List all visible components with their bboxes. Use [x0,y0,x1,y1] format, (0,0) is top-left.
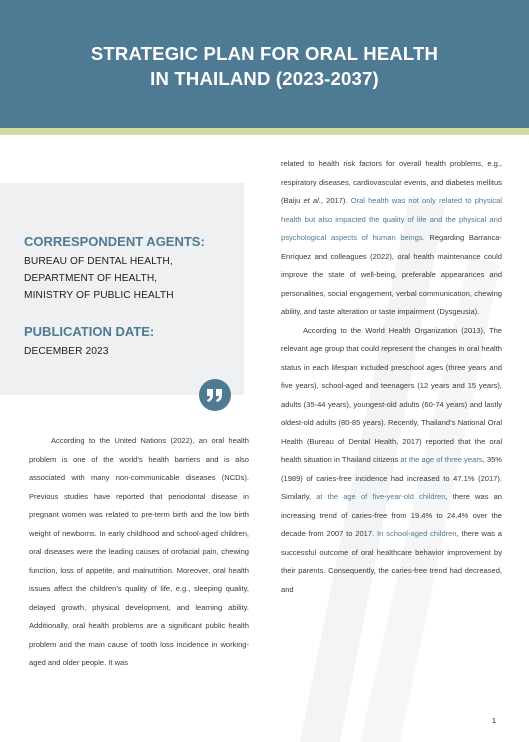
text-run: related to health risk factors for overall health problems, e.g., respiratory diseases, cardiovascular events, and diabetes mellitus (Baiju [281,159,502,205]
publication-date-heading: PUBLICATION DATE: [24,324,155,339]
text-run: , 35% (1989) of caries-free incidence had increased to 47.1% (2017). Similarly, [281,455,502,501]
highlight-text: at the age of three years [400,455,483,464]
right-paragraph-2 [281,322,502,600]
info-box [0,183,244,395]
left-column [29,432,249,673]
text-run: , there was a successful outcome of oral healthcare behavior improvement by their parents. Consequently, the caries-free trend had decreased, and [281,529,502,594]
right-paragraph-1 [281,155,502,322]
page-number: 1 [491,716,496,725]
agent-line-2: DEPARTMENT OF HEALTH, [24,273,158,284]
page-title-line-2: IN THAILAND (2023-2037) [150,68,379,89]
left-paragraph: According to the United Nations (2022), an oral health problem is one of the world’s health barriers and is also associated with many non-communicable diseases (NCDs). Previous studies have reported that periodontal disease in pregnant women was related to pre-term birth and the low birth weight of newborns. In early childhood and school-aged children, oral diseases were the leading causes of orofacial pain, chewing function, loss of appetite, and malnutrition. Moreover, oral health issues affect the children’s quality of life, e.g., sleeping quality, delayed growth, physical development, and learning ability. Additionally, oral health problems are a significant public health problem and the main cause of tooth loss incidence in working-aged and older people. It was [29,436,249,667]
correspondent-agents-heading: CORRESPONDENT AGENTS: [24,234,205,249]
publication-date: DECEMBER 2023 [24,346,109,357]
right-column [281,155,502,599]
accent-bar [0,128,529,135]
text-run: , there was an increasing trend of caries-free from 19.4% to 24.4% over the decade from 2007 to 2017. [281,492,502,538]
header-banner [0,0,529,128]
highlight-text: at the age of five-year-old children [316,492,446,501]
agent-line-3: MINISTRY OF PUBLIC HEALTH [24,290,174,301]
text-run-italic: et al [303,196,319,205]
quote-icon [199,379,231,411]
agent-line-1: BUREAU OF DENTAL HEALTH, [24,256,173,267]
page-title-line-1: STRATEGIC PLAN FOR ORAL HEALTH [90,43,439,64]
text-run: Regarding Barranca-Enríquez and colleagues (2022), oral health maintenance could improve the state of well-being, preferable appearances and personalities, social engagement, verbal communication, chewing ability, and taste alteration or taste impairment (Dysgeusia). [281,233,502,316]
highlight-text: In school-aged children [377,529,457,538]
text-run: According to the World Health Organization (2013), The relevant age group that could represent the changes in oral health status in each lifespan included preschool ages (three years and five years), school-aged and teenagers (12 years and 15 years), adults (35-44 years), youngest-old adults (60-74 years) and lastly oldest-old adults (80-85 years). Recently, Thailand’s National Oral Health (Bureau of Dental Health, 2017) reported that the oral health situation in Thailand citizens [281,325,502,464]
highlight-text: Oral health was not only related to physical health but also impacted the quality of life and the physical and psychological aspects of human beings. [281,196,502,242]
text-run: ., 2017). [318,196,351,205]
